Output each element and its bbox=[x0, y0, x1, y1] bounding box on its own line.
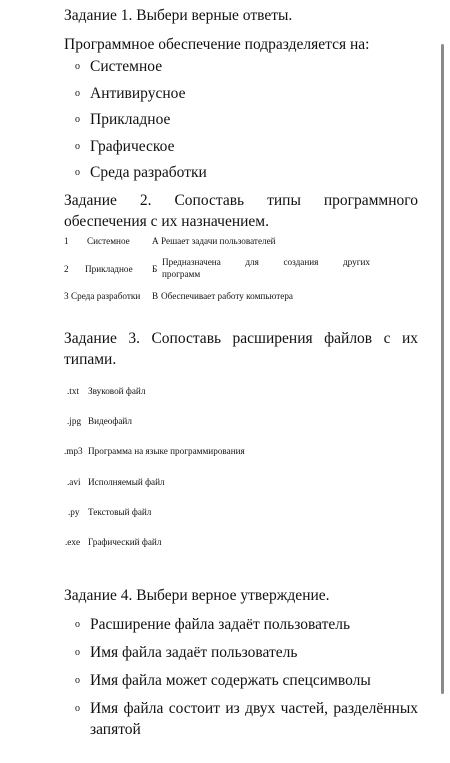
table-cell-letter: В bbox=[152, 291, 159, 301]
bullet-icon: o bbox=[75, 140, 80, 152]
table-cell-type: Прикладное bbox=[85, 264, 133, 274]
bullet-icon: o bbox=[75, 61, 80, 72]
file-type-label: Исполняемый файл bbox=[88, 477, 165, 487]
ext-label: .jpg bbox=[67, 416, 82, 426]
table-cell-num: 3 bbox=[64, 291, 69, 301]
ext-label: .py bbox=[68, 507, 80, 517]
file-type-label: Программа на языке программирования bbox=[88, 446, 245, 456]
list-item: o Имя файла может содержать спецсимволы bbox=[75, 672, 371, 689]
bullet-icon: o bbox=[75, 675, 80, 686]
table-cell-purpose: Обеспечивает работу компьютера bbox=[161, 291, 294, 301]
bullet-icon: o bbox=[75, 87, 80, 99]
table-cell-type: Системное bbox=[87, 236, 130, 246]
bullet-icon: o bbox=[75, 114, 80, 125]
vertical-scrollbar[interactable] bbox=[441, 44, 444, 694]
table-cell-purpose: Предназначена для создания других bbox=[162, 257, 370, 267]
table-cell-purpose-cont: программ bbox=[162, 269, 201, 279]
file-type-label: Графический файл bbox=[88, 537, 162, 547]
ext-label: .exe bbox=[65, 537, 81, 547]
task3-title: Задание 3. Сопоставь расширения файлов с их типами. bbox=[64, 330, 418, 368]
bullet-icon: o bbox=[75, 647, 80, 658]
bullet-icon: o bbox=[75, 167, 80, 178]
ext-label: .avi bbox=[67, 477, 81, 487]
list-item: o Расширение файла задаёт пользователь bbox=[75, 616, 351, 633]
ext-label: .mp3 bbox=[64, 446, 83, 456]
table-cell-letter: А bbox=[152, 236, 159, 246]
task1-title: Задание 1. Выбери верные ответы. bbox=[64, 7, 293, 24]
bullet-icon: o bbox=[75, 619, 80, 630]
document-page: Задание 1. Выбери верные ответы. Программное обеспечение подразделяется на: o Системное o Антивирусное o Прикладное o Графическое o Среда разработки Задание 2. Сопоставь типы программного обеспечения с их назначением. 1 Системное А Решает задачи пользователей 2 Прикладное Б Предназначена для создания других программ 3 Среда разработки В Обеспечивает работу компьютера Задание 3. Сопоставь расширения файлов с их типами. .txt Звуковой файл .jpg Видеофайл .mp3 Программа на языке программирования .avi Исполняемый файл .py Текстовый файл .exe Графический файл Задание 4. Выбери верное утверждение. o Расширение файла задаёт пользователь o Имя файла задаёт пользователь o Имя файла может содержать спецсимволы o Имя файла состоит из двух частей, разделённых запятой bbox=[64, 7, 418, 738]
file-type-label: Текстовый файл bbox=[88, 507, 152, 517]
table-cell-purpose: Решает задачи пользователей bbox=[161, 236, 276, 246]
table-cell-num: 2 bbox=[64, 264, 69, 274]
task4-title: Задание 4. Выбери верное утверждение. bbox=[64, 587, 330, 604]
list-item: o Имя файла задаёт пользователь bbox=[75, 644, 298, 661]
task2-title: Задание 2. Сопоставь типы программного обеспечения с их назначением. bbox=[64, 192, 418, 230]
ext-label: .txt bbox=[67, 386, 79, 396]
bullet-icon: o bbox=[75, 703, 80, 714]
table-cell-num: 1 bbox=[64, 236, 69, 246]
list-item: o Имя файла состоит из двух частей, разделённых запятой bbox=[75, 700, 418, 738]
task1-question: Программное обеспечение подразделяется на: bbox=[64, 36, 370, 53]
table-cell-type: Среда разработки bbox=[71, 291, 141, 301]
file-type-label: Видеофайл bbox=[88, 416, 132, 426]
table-cell-letter: Б bbox=[152, 264, 158, 274]
file-type-label: Звуковой файл bbox=[88, 386, 146, 396]
